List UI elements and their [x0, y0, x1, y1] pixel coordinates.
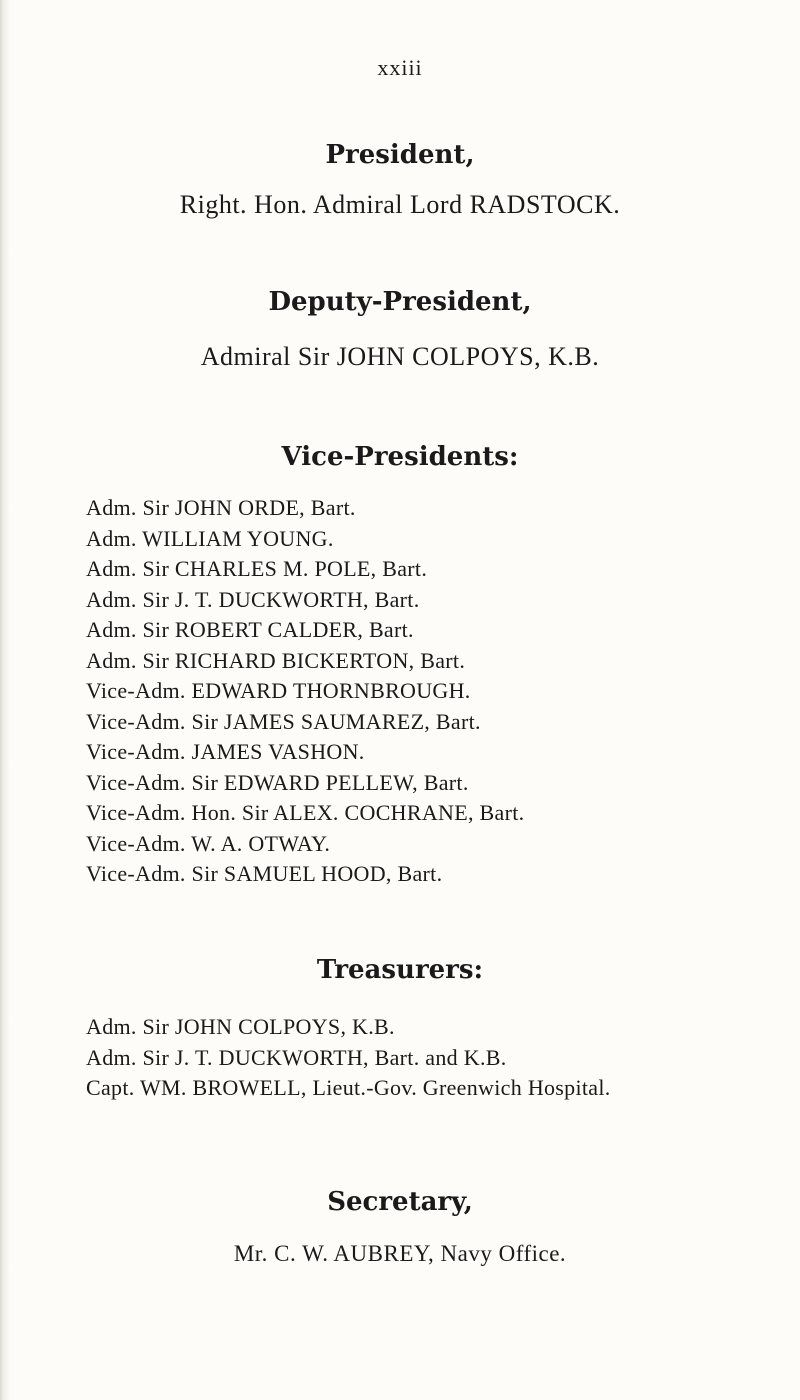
treasurer-entry: Adm. Sir JOHN COLPOYS, K.B.	[86, 1014, 395, 1039]
treasurers-heading: Treasurers:	[316, 955, 484, 985]
vice-president-entry: Adm. Sir ROBERT CALDER, Bart.	[86, 617, 414, 642]
treasurers-list	[86, 1012, 611, 1104]
vice-president-entry: Vice-Adm. W. A. OTWAY.	[86, 830, 331, 856]
vice-presidents-heading: Vice-Presidents:	[281, 442, 519, 472]
vice-presidents-list	[86, 493, 524, 890]
vice-president-entry: Vice-Adm. Sir JAMES SAUMAREZ, Bart.	[86, 708, 481, 734]
page-number: xxiii	[377, 55, 423, 80]
vice-president-entry: Adm. Sir J. T. DUCKWORTH, Bart.	[86, 586, 420, 612]
vice-president-entry: Vice-Adm. Sir EDWARD PELLEW, Bart.	[86, 769, 469, 795]
vice-president-entry: Adm. Sir RICHARD BICKERTON, Bart.	[86, 647, 466, 673]
vice-president-entry: Adm. Sir JOHN ORDE, Bart.	[86, 495, 356, 520]
president-name: Right. Hon. Admiral Lord RADSTOCK.	[179, 190, 621, 219]
vice-president-entry: Adm. WILLIAM YOUNG.	[86, 525, 334, 551]
vice-president-entry: Vice-Adm. Sir SAMUEL HOOD, Bart.	[86, 861, 443, 886]
treasurer-entry: Capt. WM. BROWELL, Lieut.-Gov. Greenwich Hospital.	[86, 1075, 611, 1100]
deputy-president-heading: Deputy-President,	[268, 287, 532, 317]
president-heading: President,	[325, 140, 475, 170]
vice-president-entry: Vice-Adm. Hon. Sir ALEX. COCHRANE, Bart.	[86, 800, 525, 825]
treasurer-entry: Adm. Sir J. T. DUCKWORTH, Bart. and K.B.	[86, 1044, 507, 1070]
secretary-name: Mr. C. W. AUBREY, Navy Office.	[233, 1241, 567, 1266]
vice-president-entry: Vice-Adm. JAMES VASHON.	[86, 739, 365, 764]
deputy-president-name: Admiral Sir JOHN COLPOYS, K.B.	[200, 342, 600, 371]
vice-president-entry: Adm. Sir CHARLES M. POLE, Bart.	[86, 556, 428, 581]
secretary-heading: Secretary,	[327, 1187, 473, 1217]
vice-president-entry: Vice-Adm. EDWARD THORNBROUGH.	[86, 678, 471, 703]
